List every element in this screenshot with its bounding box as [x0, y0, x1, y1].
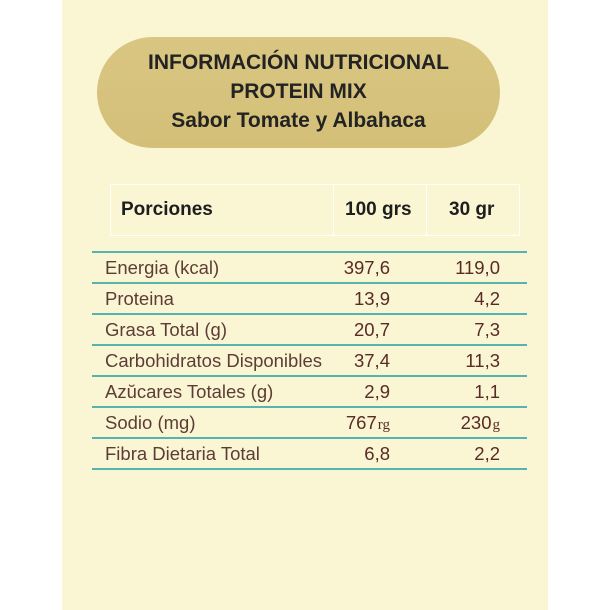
value-30g: 11,3	[465, 350, 500, 371]
value-number: 230	[460, 412, 492, 433]
table-row	[92, 408, 527, 439]
table-row	[92, 377, 527, 408]
value-number: 767	[345, 412, 377, 433]
row-label: Proteina	[105, 288, 174, 309]
value-30g: 1,1	[474, 381, 500, 402]
table-header	[110, 184, 520, 236]
value-30g	[440, 408, 500, 440]
value-100g: 20,7	[353, 319, 390, 340]
row-label: Fibra Dietaria Total	[105, 443, 260, 464]
value-30g: 7,3	[474, 319, 500, 340]
header-divider	[426, 185, 427, 235]
value-30g: 4,2	[474, 288, 500, 309]
value-100g: 13,9	[353, 288, 390, 309]
value-100g: 6,8	[364, 443, 390, 464]
table-row	[92, 284, 527, 315]
row-label: Azŭcares Totales (g)	[105, 381, 274, 402]
table-row	[92, 346, 527, 377]
header-30g: 30 gr	[449, 199, 495, 220]
value-unit: rg	[377, 417, 390, 433]
row-label: Sodio (mg)	[105, 412, 196, 433]
value-unit: g	[492, 417, 500, 433]
product-name: PROTEIN MIX	[230, 80, 367, 103]
header-divider	[333, 185, 334, 235]
row-label: Carbohidratos Disponibles	[105, 350, 322, 371]
table-row	[92, 439, 527, 470]
value-100g: 37,4	[353, 350, 390, 371]
table-row	[92, 253, 527, 284]
value-30g: 119,0	[455, 257, 500, 278]
value-100g	[330, 408, 390, 440]
header-100g: 100 grs	[345, 199, 412, 220]
title-banner	[97, 37, 500, 148]
table-row	[92, 315, 527, 346]
title-line-1: INFORMACIÓN NUTRICIONAL	[148, 51, 449, 74]
row-label: Grasa Total (g)	[105, 319, 228, 340]
value-100g: 397,6	[343, 257, 390, 278]
value-100g: 2,9	[364, 381, 390, 402]
row-label: Energia (kcal)	[105, 257, 220, 278]
flavor-name: Sabor Tomate y Albahaca	[171, 109, 426, 132]
value-30g: 2,2	[474, 443, 500, 464]
header-portions: Porciones	[121, 199, 213, 220]
